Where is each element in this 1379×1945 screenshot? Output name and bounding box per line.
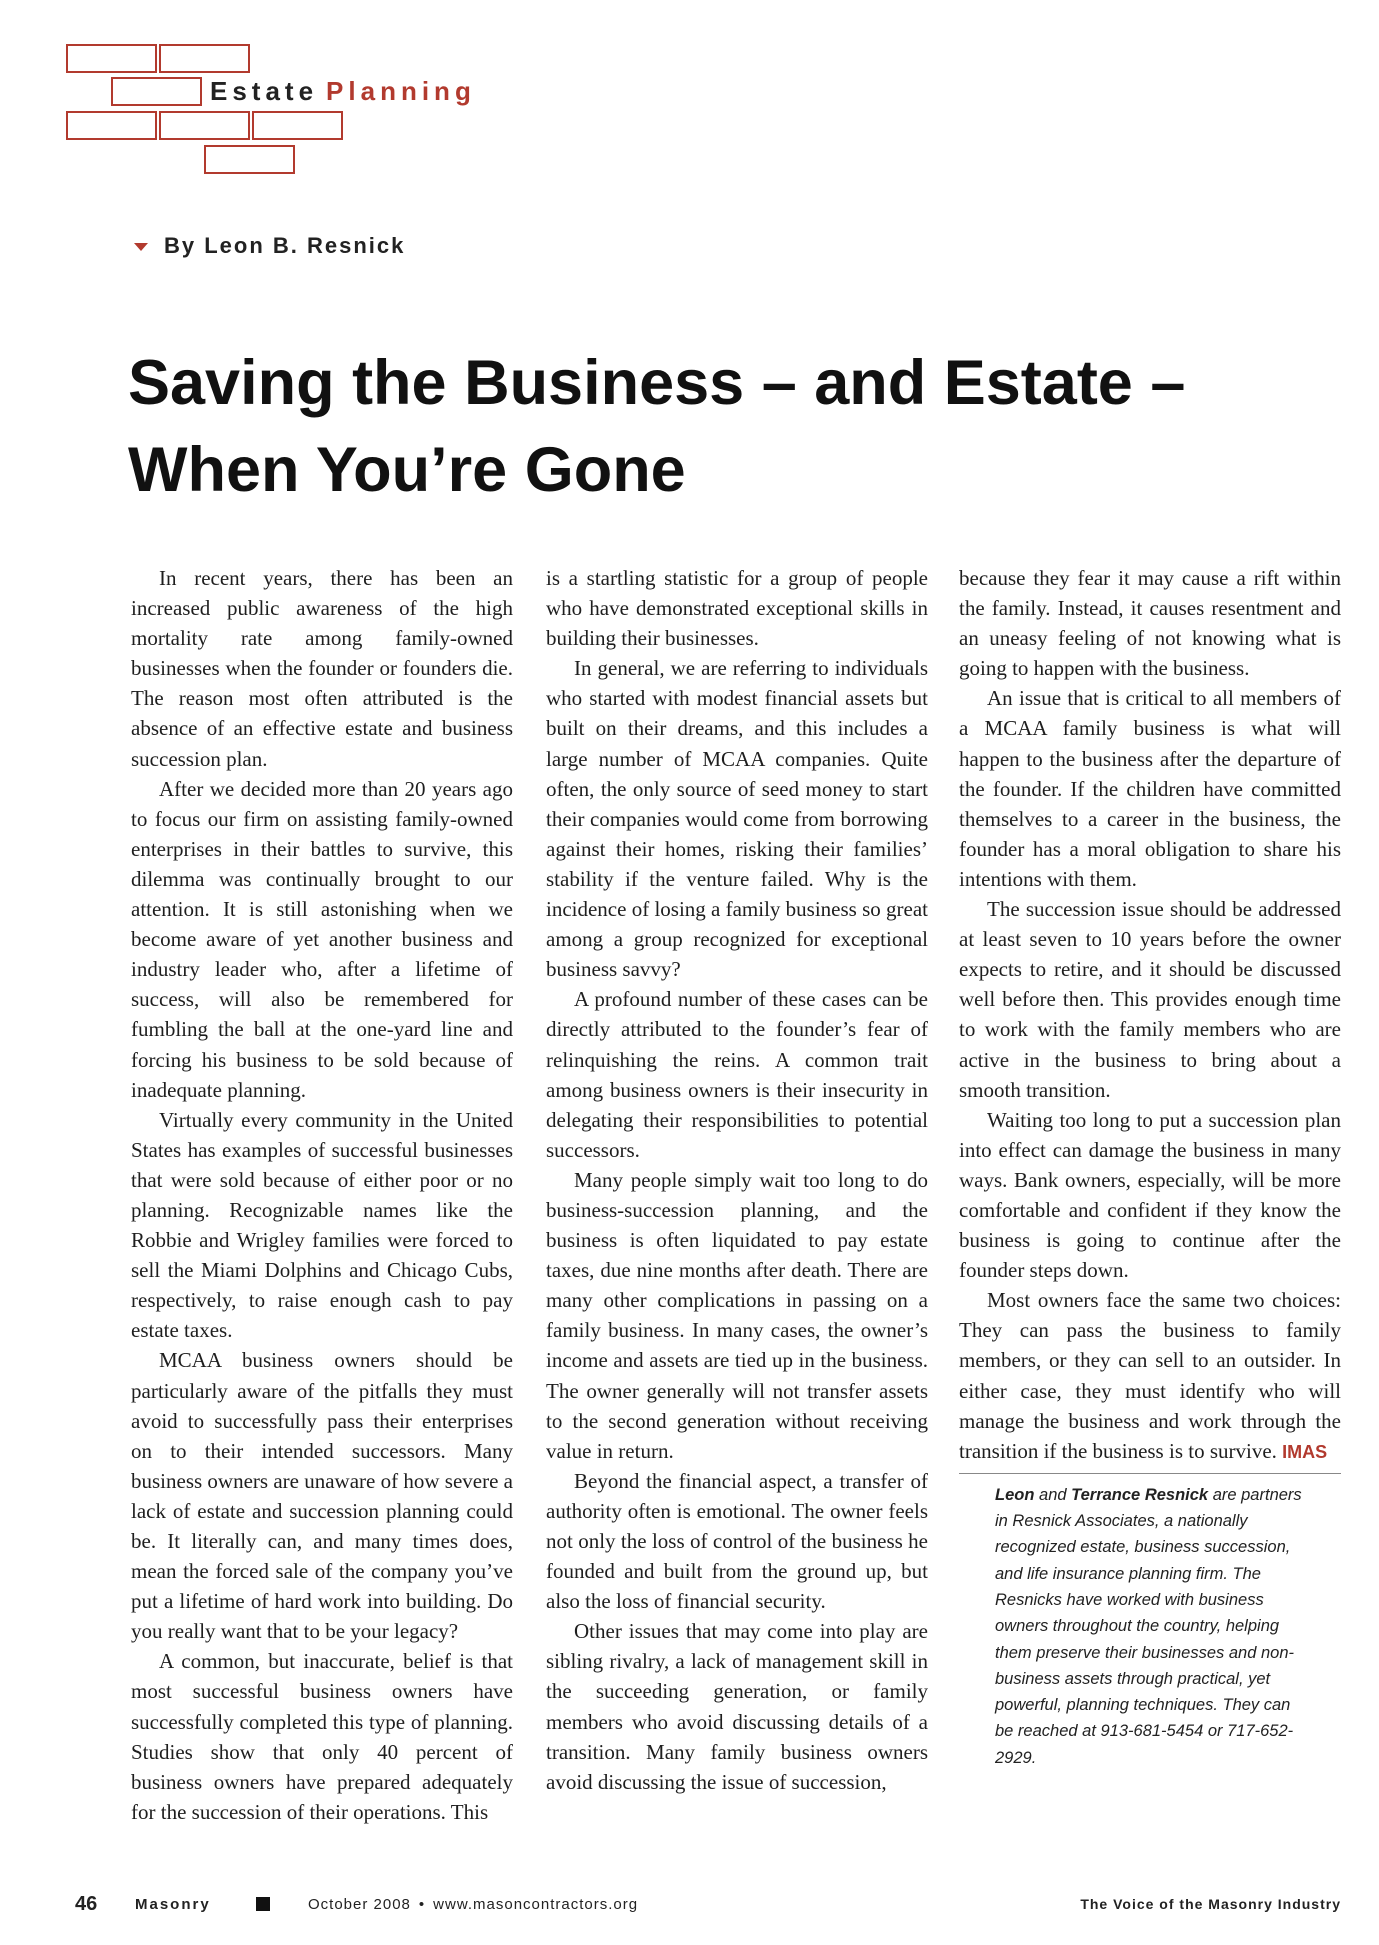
paragraph: Many people simply wait too long to do business-succession planning, and the business is often liquidated to pay estate taxes, due nine months after death. There are many other complications in passing on a family business. In many cases, the owner’s income and assets are tied up in the business. The owner generally will not transfer assets to the second generation without receiving value in return.: [546, 1167, 928, 1463]
headline-line-2: When You’re Gone: [128, 435, 686, 505]
brick-shape: [66, 44, 157, 73]
paragraph: A profound number of these cases can be directly attributed to the founder’s fear of relinquishing the reins. A common trait among business owners is their insecurity in delegating their responsibilities to potential successors.: [546, 987, 928, 1162]
page-number: 46: [75, 1893, 98, 1915]
brick-shape: [252, 111, 343, 140]
text-column-2: [546, 563, 928, 1797]
paragraph-continued: because they fear it may cause a rift within the family. Instead, it causes resentment and an uneasy feeling of not knowing what is going to happen with the business.: [959, 566, 1341, 681]
square-icon: [256, 1897, 270, 1911]
section-label-planning: Planning: [326, 76, 476, 106]
bio-name-2: Terrance Resnick: [1071, 1485, 1209, 1504]
brick-shape: [111, 77, 202, 106]
end-mark: IMAS: [1282, 1441, 1328, 1462]
paragraph: An issue that is critical to all members of a MCAA family business is what will happen to the business after the departure of the founder. If the children have committed themselves to a career in the business, the founder has a moral obligation to share his intentions with them.: [959, 686, 1341, 891]
tagline: The Voice of the Masonry Industry: [1080, 1896, 1341, 1912]
paragraph: Virtually every community in the United States has examples of successful businesses that were sold because of either poor or no planning. Recognizable names like the Robbie and Wrigley families were forced to sell the Miami Dolphins and Chicago Cubs, respectively, to raise enough cash to pay estate taxes.: [131, 1107, 513, 1343]
paragraph: In recent years, there has been an increased public awareness of the high mortality rate among family-owned businesses when the founder or founders die. The reason most often attributed is the absence of an effective estate and business succession plan.: [131, 566, 513, 771]
paragraph-text: Most owners face the same two choices: They can pass the business to family members, or they can sell to an outsider. In either case, they must identify who will manage the business and work through the transition if the business is to survive.: [959, 1288, 1341, 1463]
paragraph: Waiting too long to put a succession plan into effect can damage the business in many ways. Bank owners, especially, will be more comfortable and confident if they know the business is going to continue after the founder steps down.: [959, 1107, 1341, 1283]
article-headline: [128, 340, 1328, 514]
paragraph: A common, but inaccurate, belief is that most successful business owners have successfully completed this type of planning. Studies show that only 40 percent of business owners have prepared adequately for the succession of their operations. This: [131, 1649, 513, 1824]
paragraph: MCAA business owners should be particularly aware of the pitfalls they must avoid to successfully pass their enterprises on to their intended successors. Many business owners are unaware of how severe a lack of estate and succession planning could be. It literally can, and many times does, mean the forced sale of the company you’ve put a lifetime of hard work into building. Do you really want that to be your legacy?: [131, 1348, 513, 1644]
section-label-estate: Estate: [210, 76, 319, 106]
brick-shape: [159, 111, 250, 140]
paragraph: In general, we are referring to individuals who started with modest financial assets but built on their dreams, and this includes a large number of MCAA companies. Quite often, the only source of seed money to start their companies would come from borrowing against their homes, risking their families’ stability if the venture failed. Why is the incidence of losing a family business so great among a group recognized for exceptional business savvy?: [546, 656, 928, 982]
paragraph: The succession issue should be addressed at least seven to 10 years before the owner expects to retire, and it should be discussed well before then. This provides enough time to work with the family members who are active in the business to bring about a smooth transition.: [959, 897, 1341, 1102]
magazine-name: Masonry: [135, 1896, 211, 1913]
bio-and: and: [1039, 1485, 1067, 1504]
byline: [134, 233, 405, 259]
issue-info: [308, 1896, 638, 1913]
divider: [959, 1473, 1341, 1474]
issue-date: October 2008: [308, 1896, 411, 1913]
paragraph-continued: is a startling statistic for a group of people who have demonstrated exceptional skills in building their businesses.: [546, 566, 928, 651]
paragraph: After we decided more than 20 years ago to focus our firm on assisting family-owned enterprises in their battles to survive, this dilemma was continually brought to our attention. It is still astonishing when we become aware of yet another business and industry leader who, after a lifetime of success, will also be remembered for fumbling the ball at the one-yard line and forcing his business to be sold because of inadequate planning.: [131, 776, 513, 1102]
author-bio: [959, 1482, 1305, 1771]
paragraph: Other issues that may come into play are sibling rivalry, a lack of management skill in the succeeding generation, or family members who avoid discussing details of a transition. Many family business owners avoid discussing the issue of succession,: [546, 1619, 928, 1794]
paragraph-final: [959, 1285, 1341, 1467]
text-column-1: [131, 563, 513, 1827]
website-url: www.masoncontractors.org: [433, 1896, 639, 1913]
byline-text: By Leon B. Resnick: [164, 233, 406, 258]
separator: •: [418, 1896, 426, 1913]
brick-shape: [159, 44, 250, 73]
brick-shape: [204, 145, 295, 174]
section-label: [210, 76, 476, 107]
headline-line-1: Saving the Business – and Estate –: [128, 348, 1186, 418]
text-column-3: [959, 563, 1341, 1771]
page-footer: [75, 1893, 1341, 1923]
brick-shape: [66, 111, 157, 140]
bio-text: are partners in Resnick Associates, a nationally recognized estate, business succession, and life insurance planning firm. The Resnicks have worked with business owners throughout the country, helping them preserve their businesses and non-business assets through practical, yet powerful, planning techniques. They can be reached at 913-681-5454 or 717-652-2929.: [995, 1485, 1302, 1767]
bio-name-1: Leon: [995, 1485, 1035, 1504]
triangle-down-icon: [134, 243, 148, 251]
paragraph: Beyond the financial aspect, a transfer of authority often is emotional. The owner feels not only the loss of control of the business he founded and built from the ground up, but also the loss of financial security.: [546, 1468, 928, 1614]
